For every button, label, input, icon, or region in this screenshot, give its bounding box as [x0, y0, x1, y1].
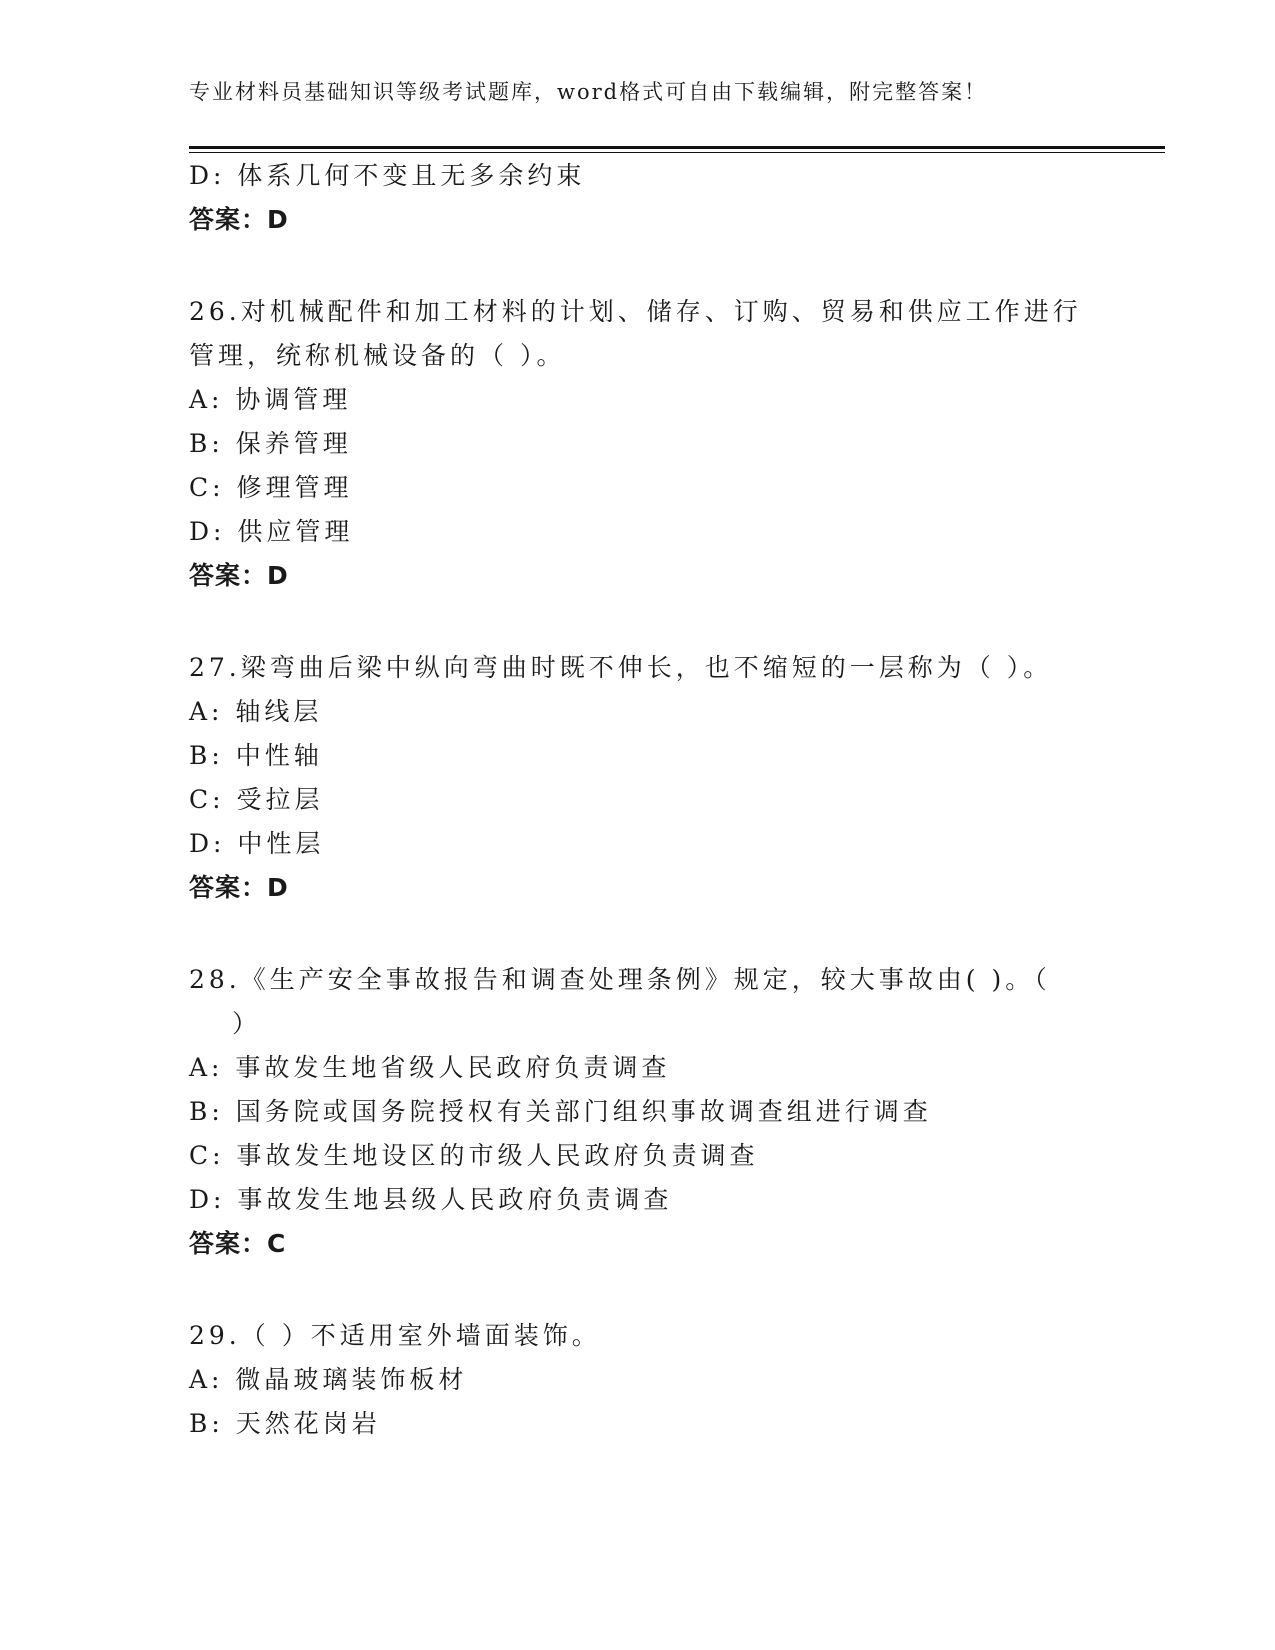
q28-option-b: B: 国务院或国务院授权有关部门组织事故调查组进行调查	[189, 1097, 932, 1126]
q28-option-c: C: 事故发生地设区的市级人民政府负责调查	[189, 1141, 759, 1170]
q26-option-c: C: 修理管理	[189, 473, 353, 502]
q28-answer: 答案：C	[189, 1229, 287, 1258]
q25-answer: 答案：D	[189, 205, 289, 234]
q27-stem-line1: 27.梁弯曲后梁中纵向弯曲时既不伸长，也不缩短的一层称为（ ）。	[189, 653, 1053, 682]
q26-stem-line1: 26.对机械配件和加工材料的计划、储存、订购、贸易和供应工作进行	[189, 297, 1082, 326]
q26-option-d: D: 供应管理	[189, 517, 354, 546]
q29-option-a: A: 微晶玻璃装饰板材	[189, 1365, 468, 1394]
q28-stem-line1: 28.《生产安全事故报告和调查处理条例》规定，较大事故由( )。（	[189, 965, 1051, 994]
q28-option-d: D: 事故发生地县级人民政府负责调查	[189, 1185, 673, 1214]
q26-option-b: B: 保养管理	[189, 429, 352, 458]
q26-stem-line2: 管理，统称机械设备的（ ）。	[189, 341, 566, 370]
page-header: 专业材料员基础知识等级考试题库，word格式可自由下载编辑，附完整答案！	[189, 80, 988, 104]
q27-option-a: A: 轴线层	[189, 697, 323, 726]
header-rule-thin	[189, 152, 1165, 153]
q26-answer: 答案：D	[189, 561, 289, 590]
q28-stem-line2: ）	[232, 1009, 262, 1038]
q27-option-d: D: 中性层	[189, 829, 325, 858]
q29-stem-line1: 29.（ ）不适用室外墙面装饰。	[189, 1321, 601, 1350]
q25-option-d: D: 体系几何不变且无多余约束	[189, 161, 586, 190]
q28-option-a: A: 事故发生地省级人民政府负责调查	[189, 1053, 671, 1082]
q29-option-b: B: 天然花岗岩	[189, 1409, 381, 1438]
q27-option-b: B: 中性轴	[189, 741, 323, 770]
header-rule-thick	[189, 146, 1165, 149]
q26-option-a: A: 协调管理	[189, 385, 352, 414]
q27-answer: 答案：D	[189, 873, 289, 902]
q27-option-c: C: 受拉层	[189, 785, 324, 814]
